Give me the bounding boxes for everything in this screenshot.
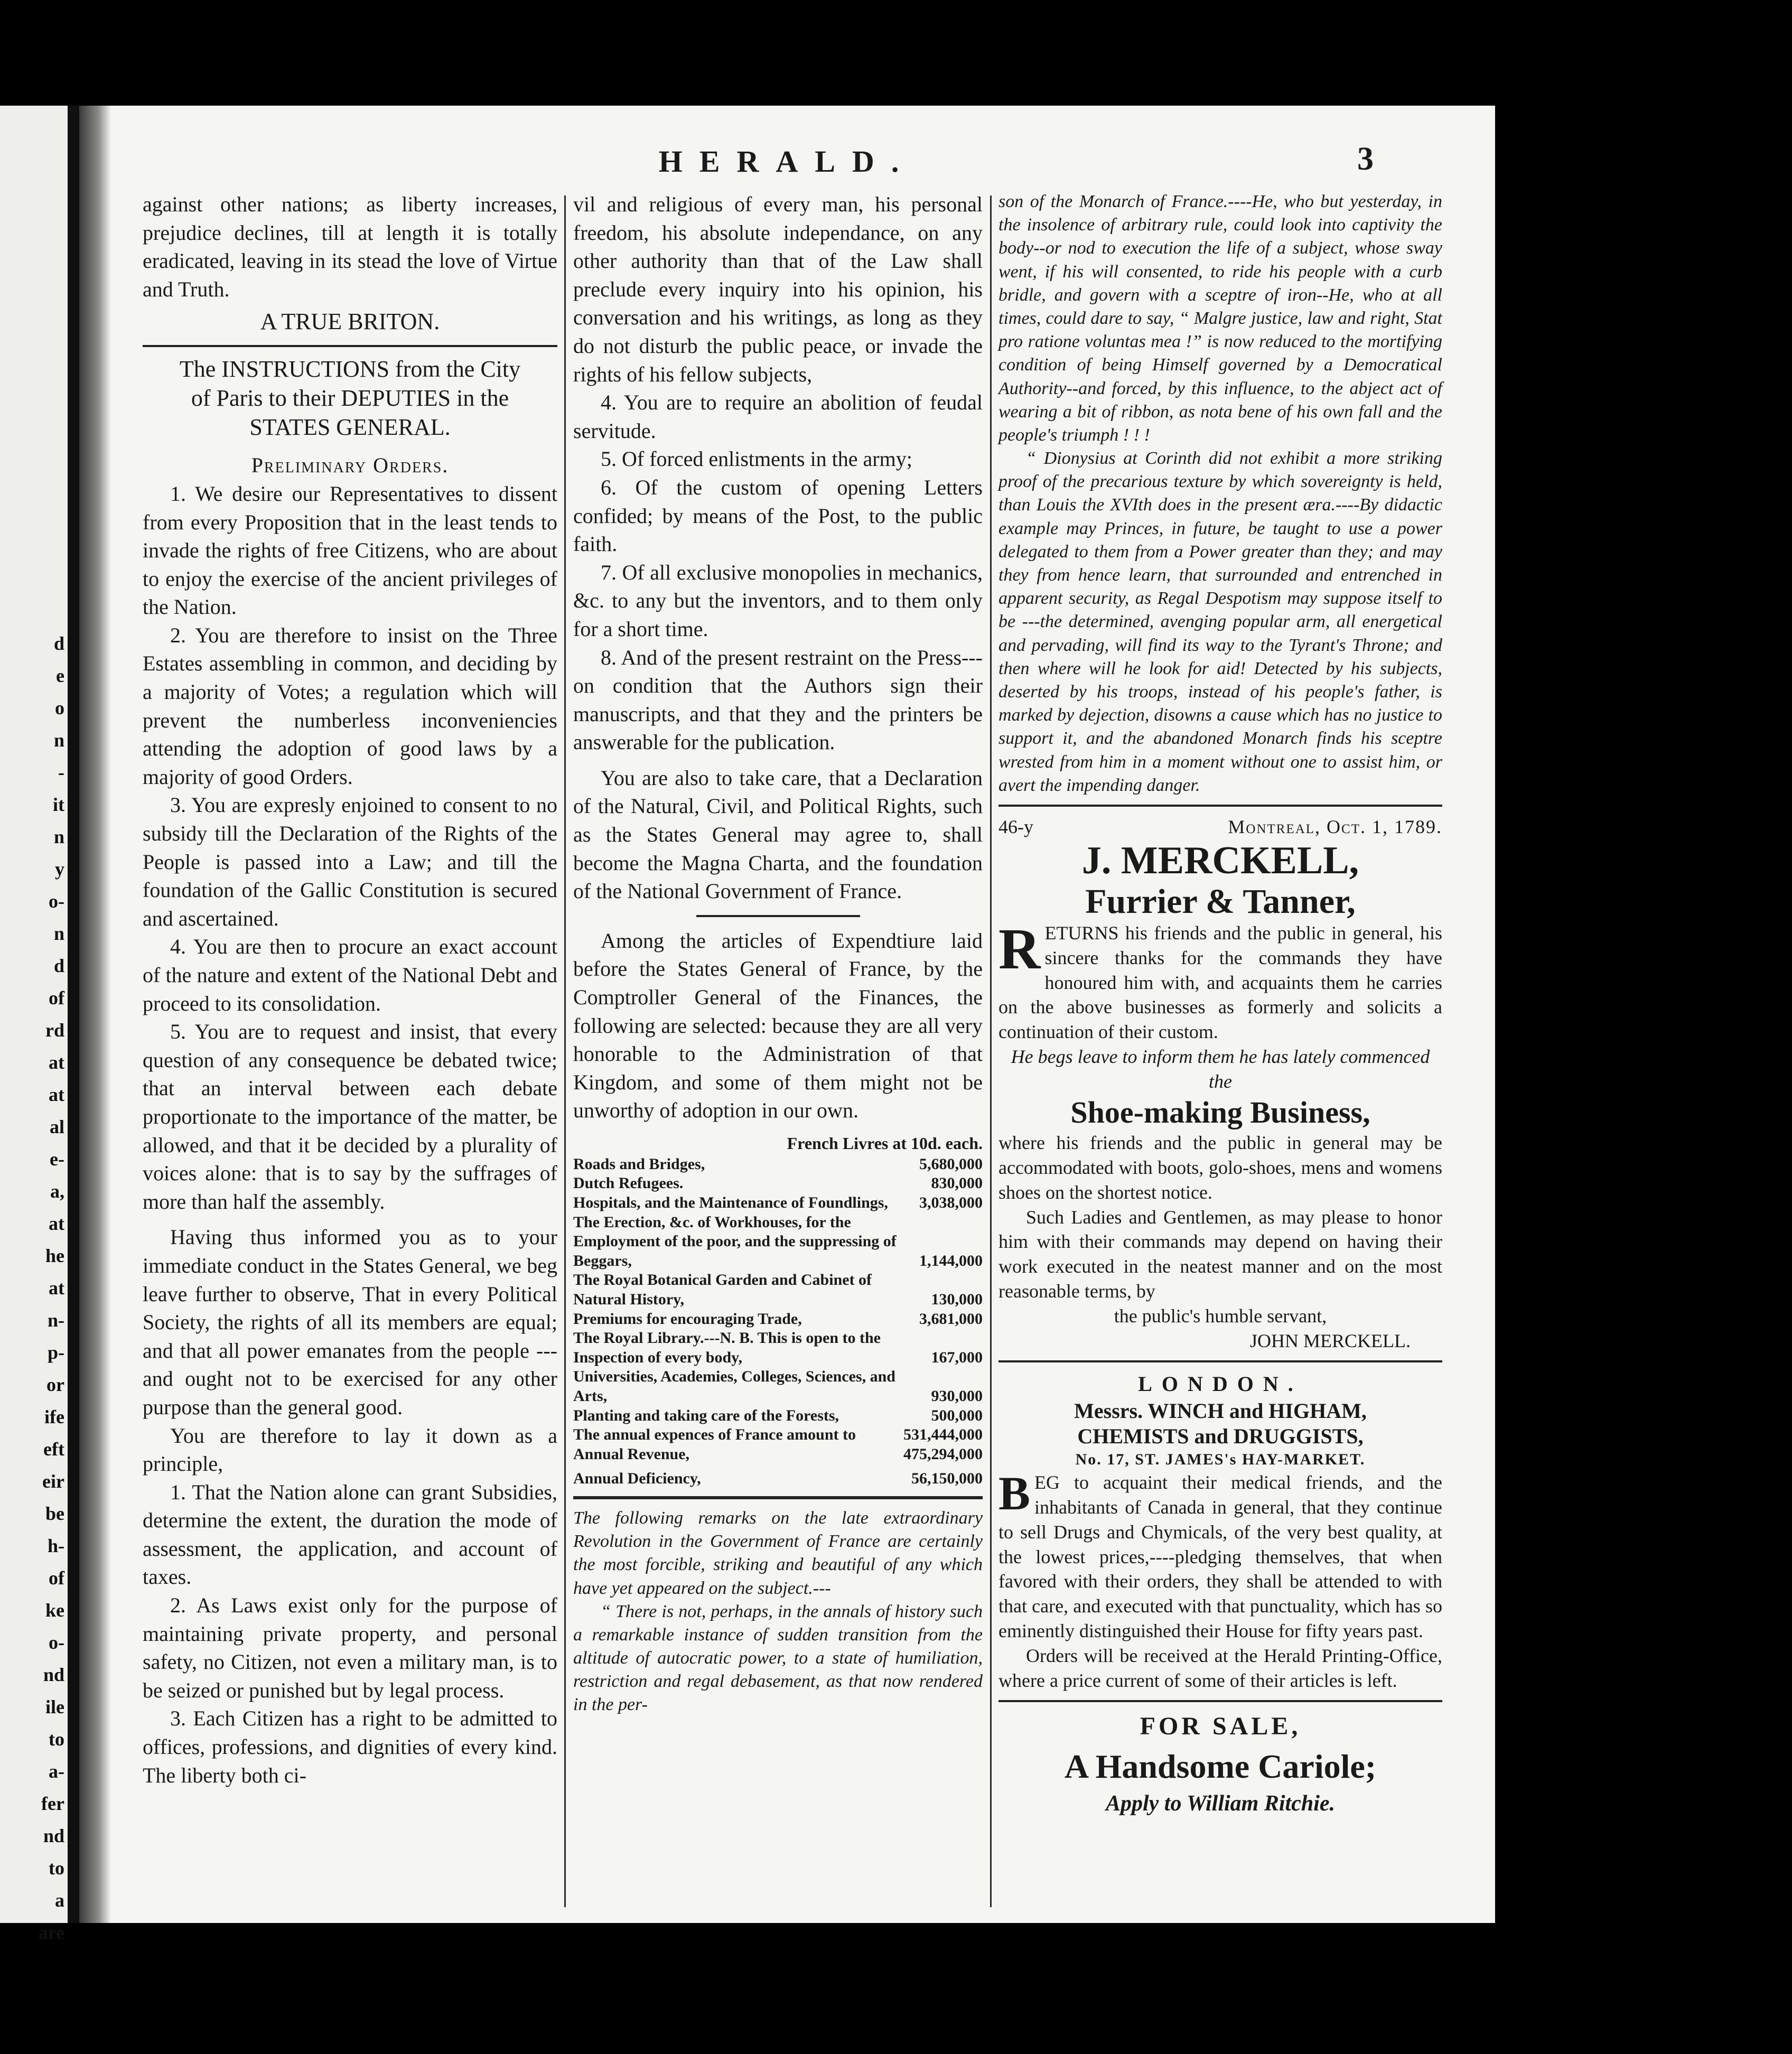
fragment-text: p- [47, 1342, 64, 1363]
paragraph: 6. Of the custom of opening Letters confided; by means of the Post, to the public faith. [573, 475, 983, 556]
paragraph: 4. You are then to procure an exact account of the nature and extent of the National Debt and proceed to its consolidation. [143, 935, 557, 1015]
fragment-text: a- [49, 1761, 64, 1782]
fragment-text: be [45, 1503, 64, 1524]
gutter [68, 106, 79, 1923]
fragment-text: are [38, 1922, 64, 1943]
fragment-text: or [46, 1374, 64, 1395]
article-intro: against other nations; as liberty increases, prejudice declines, till at length it is totally eradicated, leaving in its stead the love of Virtue and Truth. [143, 192, 557, 301]
table-row [573, 1406, 983, 1426]
fragment-text: e [56, 665, 64, 686]
fragment-text: eft [43, 1439, 64, 1460]
table-row [573, 1310, 983, 1329]
paragraph: 4. You are to require an abolition of feudal servitude. [573, 390, 983, 443]
row-label: Hospitals, and the Maintenance of Foundlings, [573, 1194, 888, 1212]
fragment-text: o- [49, 1632, 64, 1653]
table-row [573, 1271, 983, 1309]
fragment-text: to [49, 1729, 64, 1750]
ad-business: Shoe-making Business, [1070, 1095, 1370, 1129]
ad-closing: the public's humble servant, [1114, 1305, 1327, 1327]
table-row [573, 1367, 983, 1406]
paragraph: You are therefore to lay it down as a principle, [143, 1423, 557, 1476]
title-line: The INSTRUCTIONS from the City [179, 356, 521, 382]
paragraph: 5. You are to request and insist, that every question of any consequence be debated twice; that an interval between each debate proportionate to the importance of the matter, be allowed, and that it be decided by a plurality of voices alone: that is to say by the suffrages of more than half the assembly. [143, 1020, 557, 1213]
deficiency-table [573, 1464, 983, 1489]
date: Montreal, Oct. 1, 1789. [1228, 816, 1442, 837]
previous-page-edge [0, 106, 71, 1943]
table-row [573, 1213, 983, 1271]
ad-inform: He begs leave to inform them he has lately commenced the [1011, 1046, 1430, 1092]
fragment-text: a, [50, 1181, 64, 1202]
spine-shadow [79, 106, 111, 1923]
article-title [143, 354, 557, 442]
newspaper-page [79, 106, 1495, 1923]
row-amount: 56,150,000 [911, 1470, 983, 1488]
quote-paragraph: “ Dionysius at Corinth did not exhibit a more striking proof of the precarious texture by which sovereignty is held, than Louis the XVIth does in the present æra.----By didactic example may Princes, in future, be taught to use a power delegated to them from a Power greater than they; and may they from hence learn, that surrounded and entrenched in apparent security, as Regal Despotism may suppose itself to be ---the determined, avenging popular arm, all energetical and pervading, will find its way to the Tyrant's Throne; and then where will he look for aid! Detected by his subjects, deserted by his troops, instead of his people's father, is marked by dejection, disowns a cause which has no justice to support it, and the abandoned Monarch finds his sceptre wrested from him in a moment without one to assist him, or avert the impending danger. [998, 449, 1442, 795]
paragraph: 2. You are therefore to insist on the Three Estates assembling in common, and deciding by a majority of Votes; a regulation which will prevent the numberless inconveniencies attending the adoption of good laws by a majority of good Orders. [143, 623, 557, 789]
row-amount: 930,000 [931, 1387, 983, 1405]
row-label: Universities, Academies, Colleges, Sciences, and Arts, [573, 1368, 895, 1405]
column-1 [143, 190, 557, 1789]
table-row [573, 1174, 983, 1193]
row-label: The annual expences of France amount to [573, 1426, 856, 1444]
merchant-name: J. MERCKELL, [1081, 839, 1359, 883]
fragment-text: n [53, 730, 64, 751]
ad-body: Such Ladies and Gentlemen, as may please to honor him with their commands may depend on having their work executed in the neatest manner and on the most reasonable terms, by [998, 1206, 1442, 1302]
fragment-text: n [53, 826, 64, 847]
divider [998, 1700, 1442, 1702]
row-amount: 5,680,000 [919, 1155, 983, 1173]
divider [998, 805, 1442, 807]
chemists-body-text: EG to acquaint their medical friends, and the inhabitants of Canada in general, that they continue to sell Drugs and Chymicals, of the very best quality, at the lowest prices,----pledging themselves, that when favored with their orders, they shall be attended to with that care, and executed with that punctuality, which has so eminently distinguished their House for fifty years past. [998, 1472, 1442, 1641]
divider [696, 915, 860, 917]
london-heading: LONDON. [1138, 1372, 1303, 1396]
paragraph: 5. Of forced enlistments in the army; [601, 447, 912, 471]
dateline [998, 814, 1442, 839]
row-amount: 167,000 [931, 1348, 983, 1366]
row-label: The Royal Botanical Garden and Cabinet of Natural History, [573, 1271, 872, 1309]
row-amount: 531,444,000 [903, 1426, 983, 1444]
row-amount: 500,000 [931, 1406, 983, 1424]
fragment-text: of [49, 1567, 64, 1589]
paragraph: 8. And of the present restraint on the Press---on condition that the Authors sign their manuscripts, and that they and the printers be answerable for the publication. [573, 645, 983, 754]
remarks-intro: The following remarks on the late extraordinary Revolution in the Government of France are certainly the most forcible, striking and beautiful of any which have yet appeared on the subject.--- [573, 1508, 983, 1598]
row-label: Premiums for encouraging Trade, [573, 1310, 802, 1328]
chemists-address: No. 17, ST. JAMES's HAY-MARKET. [1075, 1451, 1366, 1469]
paragraph: You are also to take care, that a Declaration of the Natural, Civil, and Political Rights, such as the States General may agree to, shall become the Magna Charta, and the foundation of the National Government of France. [573, 765, 983, 903]
row-label: Dutch Refugees. [573, 1174, 684, 1192]
fragment-text: he [45, 1245, 64, 1266]
row-amount: 3,681,000 [919, 1310, 983, 1328]
fragment-text: ke [45, 1600, 64, 1621]
fragment-text: nd [43, 1664, 64, 1685]
ad-body-text: ETURNS his friends and the public in general, his sincere thanks for the commands they have honoured him with, and acquaints them he carries on the above businesses as formerly and solicits a continuation of their custom. [998, 922, 1442, 1043]
fragment-text: n- [47, 1310, 64, 1331]
ad-body: where his friends and the public in general may be accommodated with boots, golo-shoes, mens and womens shoes on the shortest notice. [998, 1132, 1442, 1203]
fragment-text: at [49, 1084, 64, 1105]
title-line: STATES GENERAL. [249, 414, 451, 441]
fragment-text: to [49, 1857, 64, 1879]
chemists-body [998, 1470, 1442, 1644]
fragment-text: rd [45, 1020, 64, 1041]
fragment-text: e- [50, 1149, 64, 1170]
page-number: 3 [1357, 141, 1374, 177]
expenditure-table [573, 1155, 983, 1464]
quote-paragraph: son of the Monarch of France.----He, who but yesterday, in the insolence of arbitrary rule, could look into captivity the body--or nod to execution the life of a subject, whose sway went, if his will consented, to ride his people with a curb bridle, and govern with a sceptre of iron--He, who at all times, could dare to say, “ Malgre justice, law and right, Stat pro ratione voluntas mea !” is now reduced to the mortifying condition of being Himself governed by a Democratical Authority--and forced, by this influence, to the abject act of wearing a bit of ribbon, as nota bene of his own fall and the people's triumph ! ! ! [998, 192, 1442, 445]
fragment-text: eir [42, 1471, 64, 1492]
fragment-text: o- [49, 891, 64, 912]
fragment-text: nd [43, 1825, 64, 1846]
row-amount: 830,000 [931, 1174, 983, 1192]
row-label: Annual Deficiency, [573, 1470, 701, 1488]
chemists-name: Messrs. WINCH and HIGHAM, [1074, 1399, 1367, 1423]
signature: A TRUE BRITON. [260, 309, 440, 335]
table-row [573, 1329, 983, 1367]
chemists-trade: CHEMISTS and DRUGGISTS, [1077, 1424, 1364, 1449]
paragraph: 3. You are expresly enjoined to consent to no subsidy till the Declaration of the Rights of the People is passed into a Law; and till the foundation of the Gallic Constitution is secured and ascertained. [143, 793, 557, 930]
row-label: The Erection, &c. of Workhouses, for the Employment of the poor, and the suppressing of Beggars, [573, 1213, 897, 1269]
row-amount: 3,038,000 [919, 1194, 983, 1212]
chemists-orders: Orders will be received at the Herald Printing-Office, where a price current of some of their articles is left. [998, 1645, 1442, 1691]
table-row [573, 1464, 983, 1489]
fragment-text: it [53, 794, 64, 815]
row-amount: 1,144,000 [919, 1252, 983, 1269]
column-2 [573, 190, 983, 1717]
fragment-text: n [53, 923, 64, 944]
column-3 [998, 190, 1442, 1819]
paragraph: 2. As Laws exist only for the purpose of maintaining private property, and personal safety, no Citizen, not even a military man, is to be seized or punished but by legal process. [143, 1593, 557, 1702]
fragment-text: d [53, 955, 64, 976]
paragraph: Among the articles of Expendtiure laid before the States General of France, by the Comptroller General of the Finances, the following are selected: because they are all very honorable to the Administration of that Kingdom, and some of them might not be unworthy of adoption in our own. [573, 928, 983, 1123]
row-label: Annual Revenue, [573, 1445, 690, 1463]
merchant-trade: Furrier & Tanner, [1085, 882, 1356, 921]
for-sale-contact: Apply to William Ritchie. [1105, 1791, 1336, 1816]
row-label: The Royal Library.---N. B. This is open to the Inspection of every body, [573, 1329, 881, 1366]
table-row [573, 1425, 983, 1445]
paragraph: 7. Of all exclusive monopolies in mechanics, &c. to any but the inventors, and to them only for a short time. [573, 560, 983, 641]
ad-code: 46-y [998, 816, 1033, 837]
fragment-text: o [55, 697, 64, 718]
table-row [573, 1193, 983, 1213]
paragraph: 3. Each Citizen has a right to be admitted to offices, professions, and dignities of every kind. The liberty both ci- [143, 1706, 557, 1787]
paragraph: 1. We desire our Representatives to dissent from every Proposition that in the least tends to invade the rights of free Citizens, who are about to enjoy the exercise of the ancient privileges of the Nation. [143, 481, 557, 619]
masthead: HERALD. [658, 144, 916, 179]
fragment-text: h- [47, 1535, 64, 1556]
table-header: French Livres at 10d. each. [787, 1134, 983, 1153]
divider [998, 1360, 1442, 1362]
drop-cap: B [998, 1468, 1031, 1520]
ad-body [998, 917, 1442, 1044]
title-line: of Paris to their DEPUTIES in the [191, 385, 509, 412]
section-subhead: Preliminary Orders. [251, 453, 449, 478]
fragment-text: ife [44, 1406, 64, 1427]
row-label: Roads and Bridges, [573, 1155, 705, 1173]
paragraph: Having thus informed you as to your immediate conduct in the States General, we beg leave further to observe, That in every Political Society, the rights of all its members are equal; and that all power emanates from the people ---and ought not to be exercised for any other purpose than the general good. [143, 1225, 557, 1419]
row-label: Planting and taking care of the Forests, [573, 1406, 839, 1424]
paragraph: vil and religious of every man, his personal freedom, his absolute independance, on any other authority than that of the Law shall preclude every inquiry into his opinion, his conversation and his writings, as long as they do not disturb the public peace, or invade the rights of his fellow subjects, [573, 192, 983, 386]
fragment-text: y [55, 858, 64, 880]
column-rule [564, 195, 566, 1907]
table-row [573, 1445, 983, 1464]
drop-cap: R [998, 917, 1041, 982]
fragment-text: ile [45, 1696, 64, 1717]
fragment-text: a [55, 1890, 64, 1911]
fragment-text: of [49, 987, 64, 1009]
remarks-quote: “ There is not, perhaps, in the annals of history such a remarkable instance of sudden transition from the altitude of autocratic power, to a state of humiliation, restriction and regal debasement, as that now rendered in the per- [573, 1601, 983, 1715]
divider [143, 345, 557, 347]
fragment-text: d [53, 633, 64, 654]
ad-signature: JOHN MERCKELL. [1250, 1330, 1411, 1351]
fragment-text: fer [41, 1793, 64, 1814]
fragment-text: at [49, 1277, 64, 1299]
fragment-text: al [49, 1116, 64, 1137]
paragraph: 1. That the Nation alone can grant Subsidies, determine the extent, the duration the mode of assessment, the application, and account of taxes. [143, 1480, 557, 1589]
fragment-text: - [58, 762, 64, 783]
row-amount: 130,000 [931, 1291, 983, 1309]
table-row [573, 1155, 983, 1174]
for-sale-heading: FOR SALE, [1140, 1712, 1301, 1741]
column-rule [990, 195, 992, 1907]
fragment-text: at [49, 1052, 64, 1073]
row-amount: 475,294,000 [903, 1445, 983, 1463]
for-sale-item: A Handsome Cariole; [1064, 1747, 1377, 1785]
divider [573, 1496, 983, 1499]
fragment-text: at [49, 1213, 64, 1234]
